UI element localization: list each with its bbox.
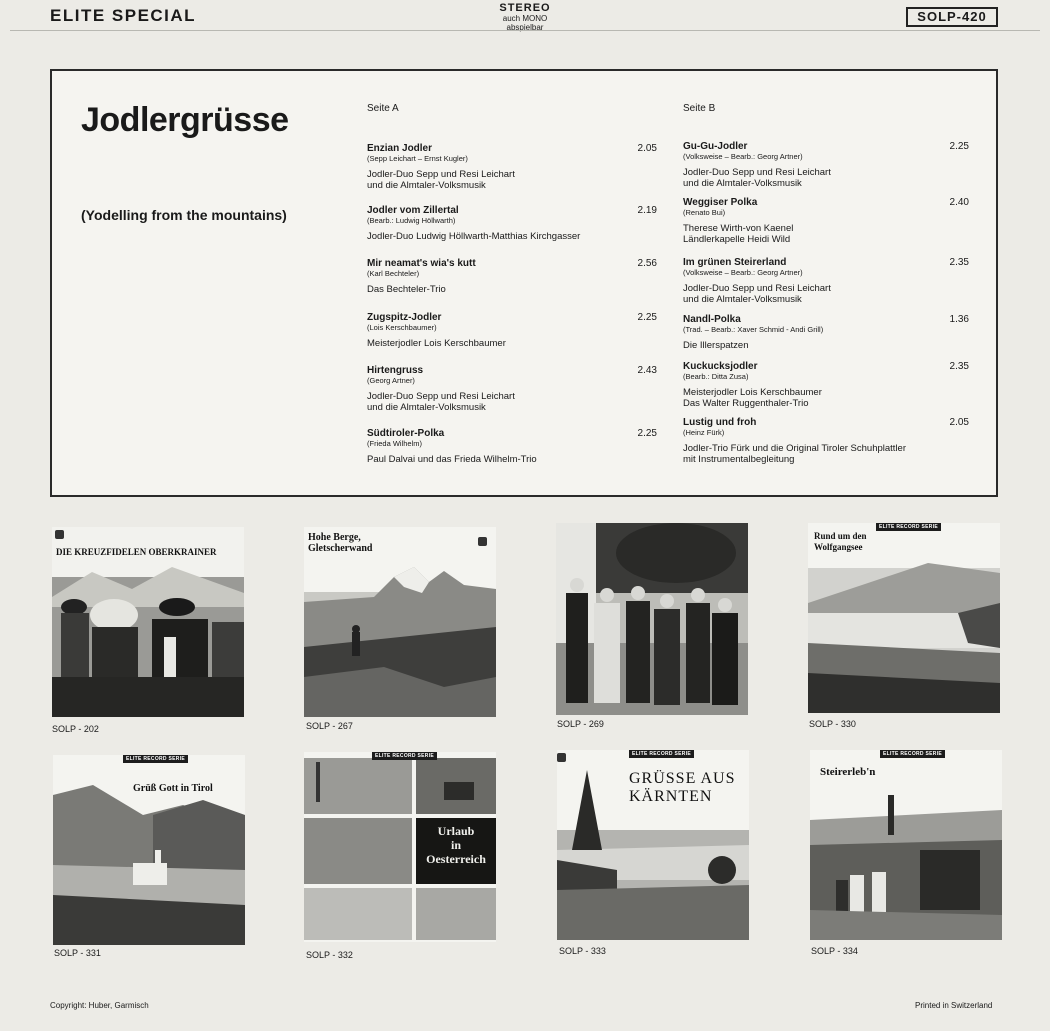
track-composer: (Heinz Fürk) (683, 428, 725, 437)
performer-line: Jodler-Duo Sepp und Resi Leichart (683, 167, 831, 178)
track-composer: (Georg Artner) (367, 376, 415, 385)
serie-banner: ELITE RECORD SERIE (629, 750, 694, 758)
cover-title: Steirerleb'n (820, 766, 876, 778)
track-duration: 2.25 (637, 428, 657, 439)
track-duration: 2.56 (637, 258, 657, 269)
track-title: Südtiroler-Polka (367, 428, 445, 439)
album-cover-330 (808, 523, 1000, 713)
track-duration: 2.25 (949, 141, 969, 152)
track-title: Lustig und froh (683, 417, 757, 428)
track-title: Mir neamat's wia's kutt (367, 258, 476, 269)
track-title: Zugspitz-Jodler (367, 312, 442, 323)
performer-line: Ländlerkapelle Heidi Wild (683, 234, 791, 245)
track-title: Enzian Jodler (367, 143, 433, 154)
serie-banner: ELITE RECORD SERIE (880, 750, 945, 758)
track-composer: (Trad. – Bearb.: Xaver Schmid - Andi Grill) (683, 325, 824, 334)
track-performers (683, 340, 969, 351)
track-b5 (683, 361, 969, 409)
track-performers (683, 283, 969, 305)
stereo-indicator (485, 2, 565, 32)
track-b2 (683, 197, 969, 245)
track-composer: (Volksweise – Bearb.: Georg Artner) (683, 268, 803, 277)
track-composer: (Lois Kerschbaumer) (367, 323, 437, 332)
track-a3 (367, 258, 657, 295)
serie-banner: ELITE RECORD SERIE (372, 752, 437, 760)
performer-line: Das Bechteler-Trio (367, 284, 446, 295)
track-performers (367, 231, 657, 242)
track-b6 (683, 417, 969, 465)
track-composer: (Frieda Wilhelm) (367, 439, 423, 448)
cover-title-line: Gletscherwand (308, 543, 373, 554)
track-b4 (683, 314, 969, 351)
track-performers (683, 443, 969, 465)
track-a4 (367, 312, 657, 349)
track-performers (367, 284, 657, 295)
track-composer: (Renato Bui) (683, 208, 726, 217)
brand-label: ELITE SPECIAL (50, 6, 197, 25)
copyright-note: Copyright: Huber, Garmisch (50, 1001, 149, 1010)
album-cover-267 (304, 527, 496, 717)
performer-line: und die Almtaler-Volksmusik (683, 294, 802, 305)
performer-line: und die Almtaler-Volksmusik (683, 178, 802, 189)
album-cover-334 (810, 750, 1002, 940)
track-performers (367, 169, 657, 191)
cover-title-line: Rund um den (814, 531, 867, 541)
cover-label: SOLP - 333 (559, 946, 606, 956)
track-a5 (367, 365, 657, 413)
side-a-heading: Seite A (367, 103, 399, 114)
performer-line: Jodler-Duo Sepp und Resi Leichart (367, 169, 515, 180)
track-duration: 2.35 (949, 257, 969, 268)
track-performers (683, 387, 969, 409)
track-duration: 2.40 (949, 197, 969, 208)
performer-line: Meisterjodler Lois Kerschbaumer (367, 338, 506, 349)
track-composer: (Karl Bechteler) (367, 269, 420, 278)
mono-note: auch MONO abspielbar (502, 14, 548, 32)
performer-line: Jodler-Duo Sepp und Resi Leichart (683, 283, 831, 294)
serie-banner: ELITE RECORD SERIE (123, 755, 188, 763)
cover-title: DIE KREUZFIDELEN OBERKRAINER (56, 547, 217, 557)
cover-label: SOLP - 330 (809, 719, 856, 729)
cover-title: Grüß Gott in Tirol (133, 783, 213, 794)
cover-title (814, 531, 867, 553)
cover-title-line: KÄRNTEN (629, 788, 713, 805)
cover-label: SOLP - 332 (306, 950, 353, 960)
track-performers (683, 223, 969, 245)
album-subtitle: (Yodelling from the mountains) (81, 207, 287, 223)
performer-line: und die Almtaler-Volksmusik (367, 180, 486, 191)
album-cover-331 (53, 755, 245, 945)
track-title: Jodler vom Zillertal (367, 205, 459, 216)
cover-title-line: GRÜSSE AUS (629, 770, 736, 787)
track-performers (367, 391, 657, 413)
track-title: Weggiser Polka (683, 197, 758, 208)
stereo-label: STEREO (499, 2, 551, 14)
album-cover-269 (556, 523, 748, 715)
album-cover-202 (52, 527, 244, 717)
side-b-heading: Seite B (683, 103, 716, 114)
performer-line: Meisterjodler Lois Kerschbaumer (683, 387, 822, 398)
elite-logo-icon (478, 537, 487, 546)
cover-photo (304, 527, 496, 717)
album-cover-333 (557, 750, 749, 940)
track-composer: (Bearb.: Ditta Zusa) (683, 372, 749, 381)
track-duration: 2.43 (637, 365, 657, 376)
performer-line: Jodler-Duo Ludwig Höllwarth-Matthias Kirchgasser (367, 231, 581, 242)
track-b3 (683, 257, 969, 305)
elite-logo-icon (557, 753, 566, 762)
track-composer: (Sepp Leichart – Ernst Kugler) (367, 154, 468, 163)
track-duration: 1.36 (949, 314, 969, 325)
track-a2 (367, 205, 657, 242)
track-title: Hirtengruss (367, 365, 424, 376)
performer-line: Jodler-Duo Sepp und Resi Leichart (367, 391, 515, 402)
track-a1 (367, 143, 657, 191)
track-a6 (367, 428, 657, 465)
track-duration: 2.19 (637, 205, 657, 216)
tracklist-panel (50, 69, 998, 497)
cover-photo (810, 750, 1002, 940)
cover-label: SOLP - 334 (811, 946, 858, 956)
cover-title (629, 770, 735, 806)
track-performers (683, 167, 969, 189)
track-title: Gu-Gu-Jodler (683, 141, 748, 152)
elite-logo-icon (55, 530, 64, 539)
cover-label: SOLP - 202 (52, 724, 99, 734)
performer-line: Jodler-Trio Fürk und die Original Tiroler Schuhplattler (683, 443, 906, 454)
track-duration: 2.35 (949, 361, 969, 372)
cover-label: SOLP - 267 (306, 721, 353, 731)
serie-banner: ELITE RECORD SERIE (876, 523, 941, 531)
track-b1 (683, 141, 969, 189)
cover-title-line: Wolfgangsee (814, 542, 863, 552)
catalog-number: SOLP-420 (906, 7, 998, 27)
cover-title-line: in (450, 838, 461, 852)
album-cover-332 (304, 752, 496, 942)
cover-title (308, 532, 372, 554)
cover-photo (556, 523, 748, 715)
performer-line: mit Instrumentalbegleitung (683, 454, 795, 465)
track-duration: 2.05 (637, 143, 657, 154)
performer-line: Paul Dalvai und das Frieda Wilhelm-Trio (367, 454, 537, 465)
track-duration: 2.05 (949, 417, 969, 428)
track-performers (367, 338, 657, 349)
track-performers (367, 454, 657, 465)
cover-title-block (416, 818, 496, 884)
performer-line: und die Almtaler-Volksmusik (367, 402, 486, 413)
cover-title-line: Oesterreich (426, 852, 486, 866)
cover-label: SOLP - 269 (557, 719, 604, 729)
performer-line: Die Illerspatzen (683, 340, 749, 351)
cover-title-line: Hohe Berge, (308, 532, 361, 543)
cover-title (416, 824, 496, 866)
cover-label: SOLP - 331 (54, 948, 101, 958)
printed-note: Printed in Switzerland (915, 1001, 993, 1010)
track-composer: (Bearb.: Ludwig Höllwarth) (367, 216, 456, 225)
track-title: Im grünen Steirerland (683, 257, 787, 268)
track-composer: (Volksweise – Bearb.: Georg Artner) (683, 152, 803, 161)
album-title: Jodlergrüsse (81, 101, 289, 139)
performer-line: Therese Wirth-von Kaenel (683, 223, 794, 234)
cover-title-line: Urlaub (437, 824, 475, 838)
track-title: Nandl-Polka (683, 314, 741, 325)
header-divider (10, 30, 1040, 31)
track-title: Kuckucksjodler (683, 361, 758, 372)
performer-line: Das Walter Ruggenthaler-Trio (683, 398, 809, 409)
track-duration: 2.25 (637, 312, 657, 323)
